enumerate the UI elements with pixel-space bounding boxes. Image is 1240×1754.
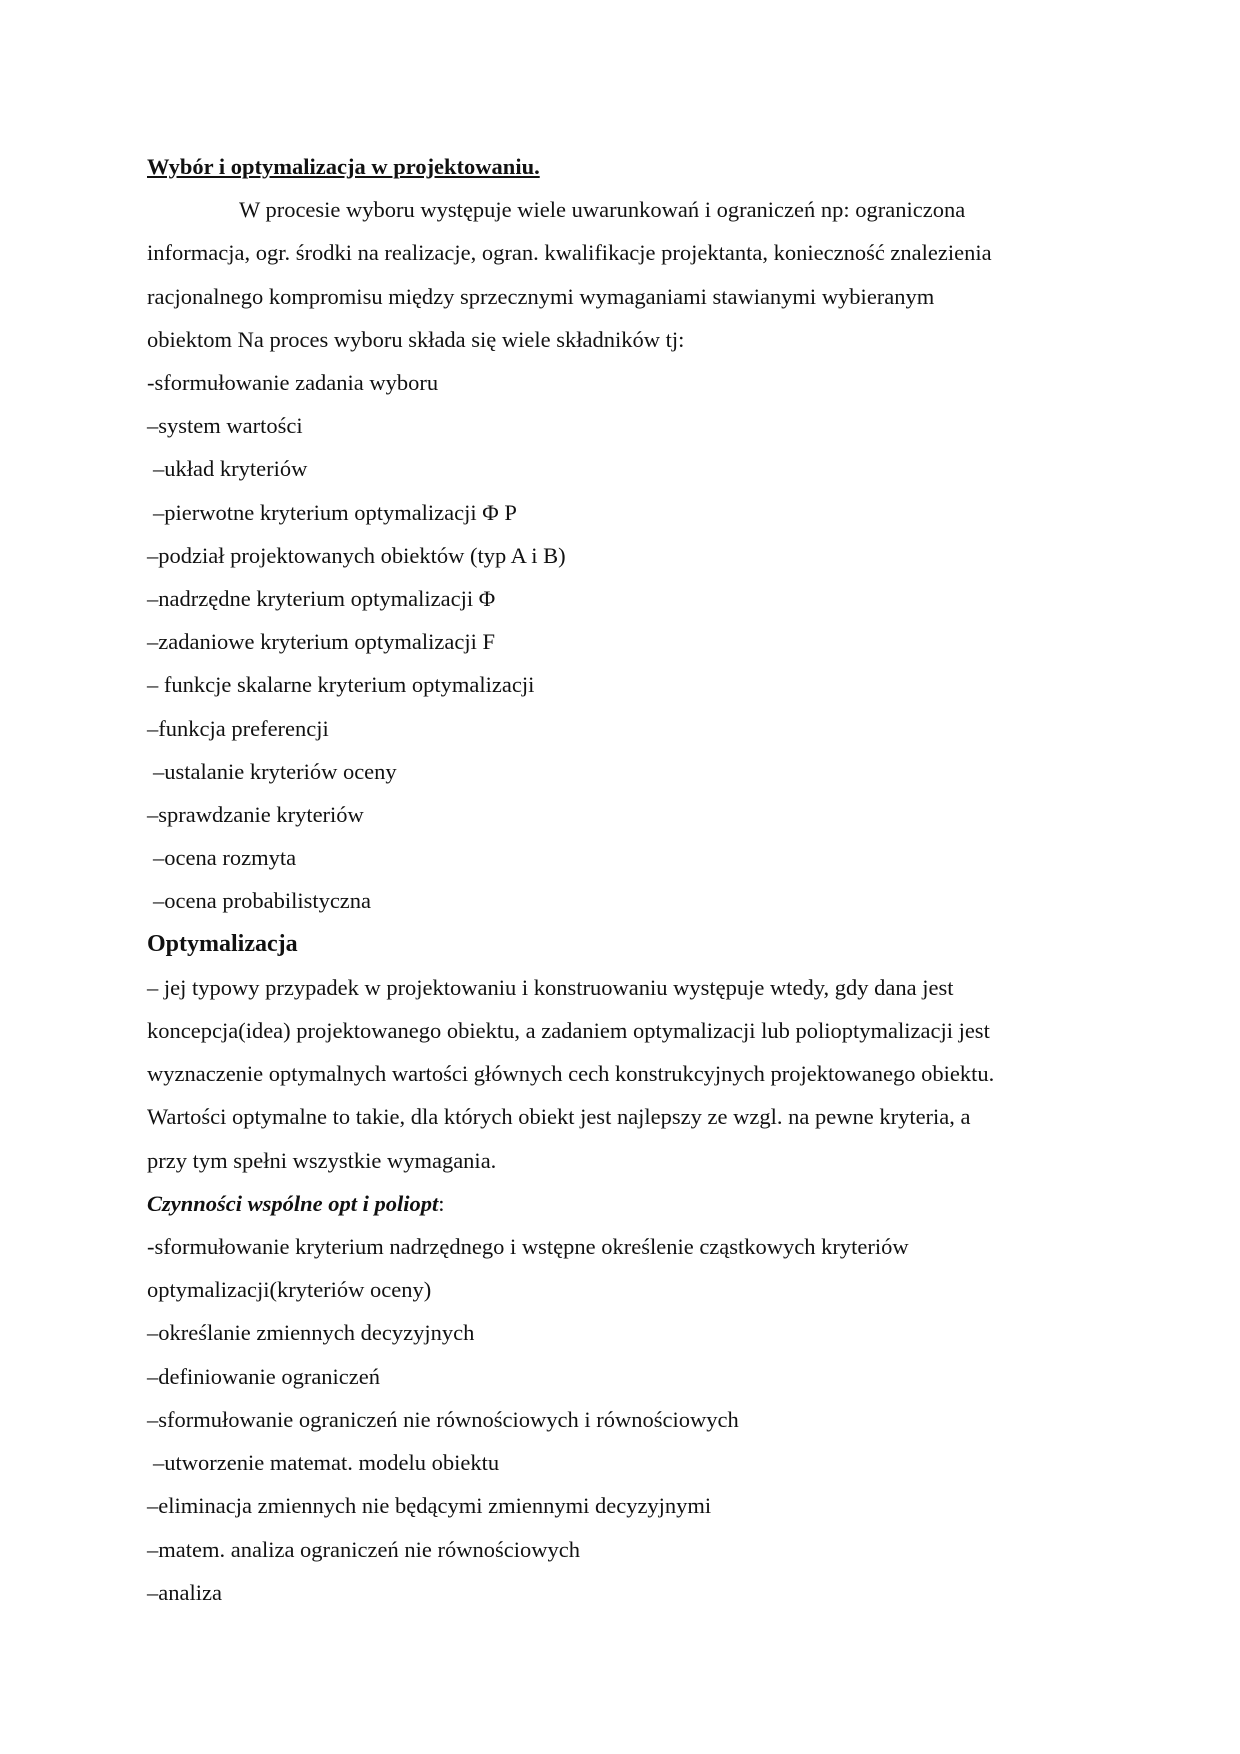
component-item: –nadrzędne kryterium optymalizacji Φ (147, 586, 496, 612)
component-item: –funkcja preferencji (147, 715, 329, 741)
component-item: –pierwotne kryterium optymalizacji Φ P (153, 499, 517, 525)
common-heading-suffix: : (438, 1190, 445, 1216)
component-item: –ocena rozmyta (153, 845, 297, 871)
optimization-line: Wartości optymalne to takie, dla których obiekt jest najlepszy ze wzgl. na pewne kryteria, a (147, 1104, 971, 1130)
optimization-line: przy tym spełni wszystkie wymagania. (147, 1147, 497, 1173)
optimization-line: wyznaczenie optymalnych wartości głównych cech konstrukcyjnych projektowanego obiektu. (147, 1061, 995, 1087)
intro-line: racjonalnego kompromisu między sprzecznymi wymaganiami stawianymi wybieranym (147, 283, 935, 309)
common-step: –sformułowanie ograniczeń nie równościowych i równościowych (147, 1406, 739, 1432)
component-item: –podział projektowanych obiektów (typ A i B) (147, 542, 566, 568)
component-item: –ocena probabilistyczna (153, 888, 372, 914)
component-item: –ustalanie kryteriów oceny (153, 758, 397, 784)
document-body (147, 145, 1107, 1614)
common-step: optymalizacji(kryteriów oceny) (147, 1277, 432, 1303)
common-step: –analiza (147, 1579, 222, 1605)
common-step: –matem. analiza ograniczeń nie równościowych (147, 1536, 580, 1562)
component-item: –zadaniowe kryterium optymalizacji F (147, 629, 496, 655)
common-step: -sformułowanie kryterium nadrzędnego i wstępne określenie cząstkowych kryteriów (147, 1234, 909, 1260)
common-heading: Czynności wspólne opt i poliopt (147, 1190, 439, 1216)
optimization-heading: Optymalizacja (147, 930, 298, 957)
common-step: –eliminacja zmiennych nie będącymi zmiennymi decyzyjnymi (147, 1493, 712, 1519)
component-item: –sprawdzanie kryteriów (147, 802, 364, 828)
common-step: –definiowanie ograniczeń (147, 1363, 381, 1389)
document-title: Wybór i optymalizacja w projektowaniu. (147, 154, 540, 179)
optimization-line: – jej typowy przypadek w projektowaniu i konstruowaniu występuje wtedy, gdy dana jest (147, 974, 954, 1000)
intro-line: informacja, ogr. środki na realizacje, ogran. kwalifikacje projektanta, konieczność znalezienia (147, 240, 992, 266)
intro-line: W procesie wyboru występuje wiele uwarunkowań i ograniczeń np: ograniczona (239, 197, 966, 223)
common-step: –utworzenie matemat. modelu obiektu (153, 1450, 500, 1476)
component-item: –system wartości (147, 413, 303, 439)
common-heading-line (147, 1182, 1107, 1225)
intro-line: obiektom Na proces wyboru składa się wiele składników tj: (147, 326, 685, 352)
common-step: –określanie zmiennych decyzyjnych (147, 1320, 475, 1346)
component-item: –układ kryteriów (153, 456, 308, 482)
component-item: – funkcje skalarne kryterium optymalizacji (147, 672, 535, 698)
component-item: -sformułowanie zadania wyboru (147, 370, 439, 396)
optimization-line: koncepcja(idea) projektowanego obiektu, a zadaniem optymalizacji lub polioptymalizacji jest (147, 1018, 990, 1044)
